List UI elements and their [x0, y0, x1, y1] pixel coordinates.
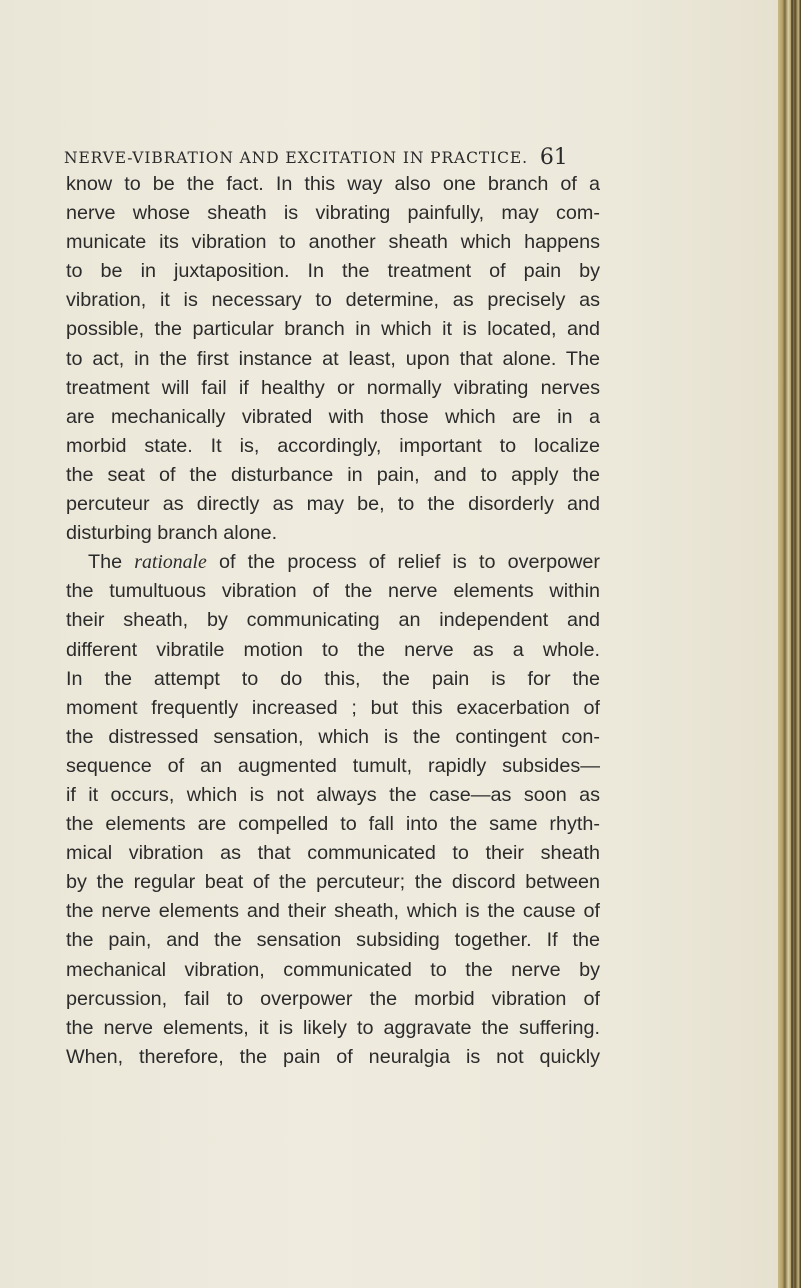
- text-line: possible, the particular branch in which it is located, and: [66, 318, 600, 341]
- text-line: percuteur as directly as may be, to the disorderly and: [66, 493, 600, 516]
- text-line: different vibratile motion to the nerve as a whole.: [66, 638, 600, 661]
- body-text: [66, 170, 600, 1072]
- page-number: 61: [539, 145, 568, 170]
- text-line: to act, in the first instance at least, upon that alone. The: [66, 347, 600, 370]
- italic-term: rationale: [134, 551, 207, 574]
- text-line: vibration, it is necessary to determine, as precisely as: [66, 289, 600, 312]
- text-line: the tumultuous vibration of the nerve elements within: [66, 580, 600, 603]
- text-line: In the attempt to do this, the pain is for the: [66, 667, 600, 690]
- text-line: their sheath, by communicating an independent and: [66, 609, 600, 632]
- running-head-title: NERVE-VIBRATION AND EXCITATION IN PRACTICE.: [64, 149, 528, 167]
- text-line: are mechanically vibrated with those which are in a: [66, 405, 600, 428]
- text-fragment: The: [88, 551, 123, 574]
- book-edge: [778, 0, 801, 1288]
- text-line: moment frequently increased ; but this exacerbation of: [66, 696, 600, 719]
- text-line: the seat of the disturbance in pain, and to apply the: [66, 463, 600, 486]
- text-line: to be in juxtaposition. In the treatment of pain by: [66, 260, 600, 283]
- text-line: mechanical vibration, communicated to the nerve by: [66, 958, 600, 981]
- edge-shadow-line: [791, 0, 793, 1288]
- text-line: municate its vibration to another sheath which happens: [66, 231, 600, 254]
- text-line: the elements are compelled to fall into the same rhyth-: [66, 813, 600, 836]
- paragraph-start-line: [66, 548, 600, 577]
- text-line: know to be the fact. In this way also one branch of a: [66, 173, 600, 195]
- text-line: mical vibration as that communicated to their sheath: [66, 842, 600, 865]
- text-line: treatment will fail if healthy or normally vibrating nerves: [66, 376, 600, 399]
- text-line: nerve whose sheath is vibrating painfully, may com-: [66, 202, 600, 225]
- text-line: the nerve elements and their sheath, which is the cause of: [66, 900, 600, 923]
- running-head: [64, 144, 604, 169]
- text-line: morbid state. It is, accordingly, important to localize: [66, 434, 600, 457]
- text-fragment: of the process of relief is to overpower: [219, 551, 600, 574]
- text-line: the distressed sensation, which is the contingent con-: [66, 725, 600, 748]
- text-line: the nerve elements, it is likely to aggravate the suffering.: [66, 1016, 600, 1039]
- text-line: if it occurs, which is not always the case—as soon as: [66, 783, 600, 806]
- text-line: percussion, fail to overpower the morbid vibration of: [66, 987, 600, 1010]
- text-line: sequence of an augmented tumult, rapidly subsides—: [66, 754, 600, 777]
- text-line: When, therefore, the pain of neuralgia is not quickly: [66, 1045, 600, 1068]
- text-line: the pain, and the sensation subsiding together. If the: [66, 929, 600, 952]
- text-line: by the regular beat of the percuteur; the discord between: [66, 871, 600, 894]
- text-line: disturbing branch alone.: [66, 522, 278, 545]
